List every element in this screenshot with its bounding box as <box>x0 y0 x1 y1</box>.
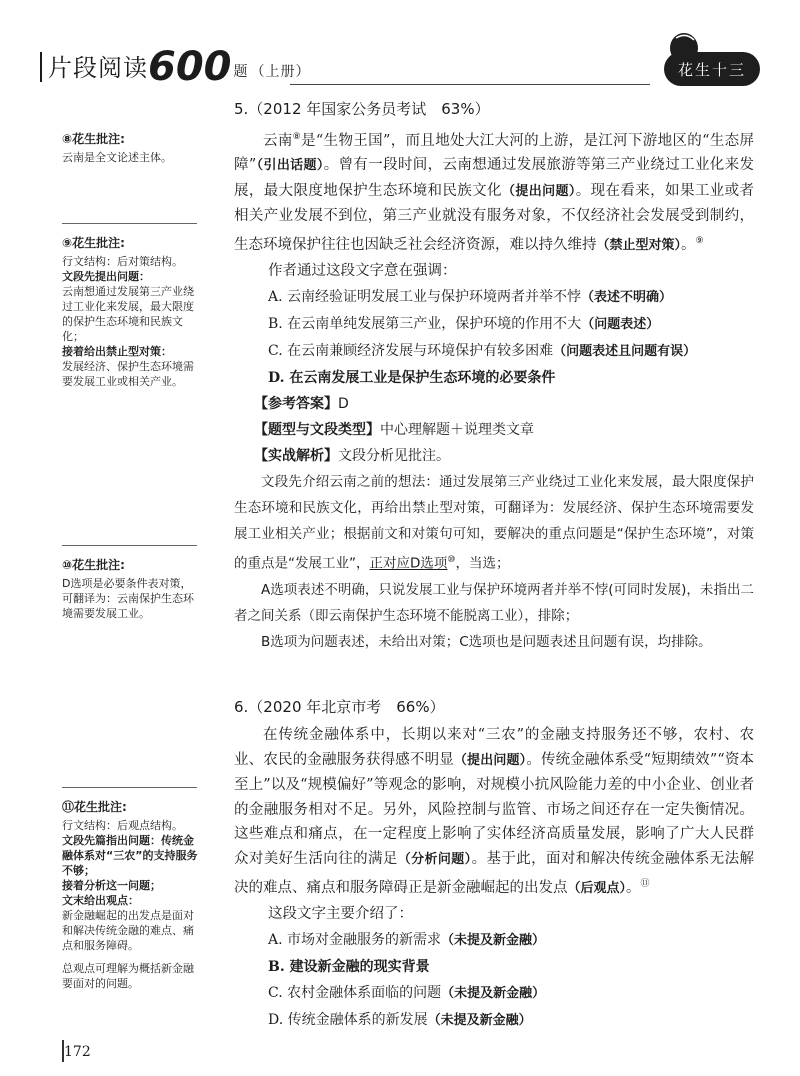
brand-logo <box>648 30 760 90</box>
book-title <box>48 44 311 90</box>
note-title: ⑨花生批注: <box>62 236 125 250</box>
question-heading: 5.（2012 年国家公务员考试 63%） <box>234 100 490 118</box>
question-passage <box>234 723 754 901</box>
passage-text: 。现在看来，如果工业或者相关产业发展不到位，第三产业就没有服务对象，不仅经济社会发展受到制约，生态环境保护往往也因缺乏社会经济资源，难以持久维持 <box>234 182 754 253</box>
analysis-text: 文段先介绍云南之前的想法：通过发展第三产业绕过工业化来发展，最大限度保护生态环境和民族文化，再给出禁止型对策，可翻译为：发展经济、保护生态环境需要发展工业相关产业；根据前文和对策句可知，要解决的重点问题是“保护生态环境”，对策的重点是“发展工业”， <box>234 474 754 572</box>
option-c <box>234 980 754 1007</box>
book-title-number: 600 <box>148 44 232 90</box>
passage-annotation: （提出问题） <box>453 752 527 768</box>
option-text: A. 市场对金融服务的新需求 <box>268 932 442 949</box>
option-text: A. 云南经验证明发展工业与保护环境两者并举不悖 <box>268 289 582 306</box>
header-rule <box>290 84 650 85</box>
note-line: 文段先提出问题： <box>62 270 150 283</box>
answer-value: D <box>338 396 349 413</box>
note-line: 文末给出观点： <box>62 894 139 907</box>
note-line: 文段先篇指出问题：传统金融体系对“三农”的支持服务不够； <box>62 834 198 877</box>
passage-annotation: （分析问题） <box>397 851 472 867</box>
passage-text: 在传统金融体系中，长期以来对“三农”的金融支持服务还不够，农村、农业、农民的金融服务获得感不明显 <box>234 727 754 768</box>
note-line: 云南想通过发展第三产业绕过工业化来发展，最大限度的保护生态环境和民族文化； <box>62 285 194 343</box>
option-tag: （问题表述） <box>581 317 660 333</box>
passage-text: 。基于此，面对和解决传统金融体系无法解决的难点、痛点和服务障碍正是新金融崛起的出发点 <box>234 850 754 896</box>
book-title-volume: （上册） <box>250 64 311 80</box>
note-line: D选项是必要条件表对策， <box>62 577 192 590</box>
analysis-paragraph: A选项表述不明确，只说发展工业与保护环境两者并举不悖(可同时发展)，未指出二者之间关系（即云南保护生态环境不能脱离工业），排除； <box>234 581 754 624</box>
type-label: 【题型与文段类型】 <box>254 422 380 439</box>
analysis-underlined: 正对应D选项 <box>369 555 448 572</box>
analysis-text: ，当选； <box>455 555 510 572</box>
analysis-body <box>234 469 754 655</box>
type-line <box>234 417 754 443</box>
option-a <box>234 284 754 311</box>
note-title: ⑧花生批注: <box>62 132 125 146</box>
analysis-intro: 文段分析见批注。 <box>338 448 450 465</box>
note-line: 发展经济、保护生态环境需要发展工业或相关产业。 <box>62 360 194 388</box>
option-tag: （未提及新金融） <box>441 986 546 1002</box>
question-stem: 作者通过这段文字意在强调： <box>268 263 457 280</box>
page-header <box>40 30 760 90</box>
answer-line <box>234 391 754 417</box>
answer-label: 【参考答案】 <box>254 396 338 413</box>
passage-text: 。曾有一段时间，云南想通过发展旅游等第三产业绕过工业化来发展，最大限度地保护生态环境和民族文化 <box>234 157 754 199</box>
question-heading: 6.（2020 年北京市考 66%） <box>234 698 445 716</box>
option-tag: （问题表述且问题有误） <box>553 344 697 360</box>
question-6 <box>234 696 754 1034</box>
analysis-label: 【实战解析】 <box>254 448 338 465</box>
option-text: C. 在云南兼顾经济发展与环境保护有较多困难 <box>268 343 554 360</box>
passage-text: 。 <box>626 879 641 896</box>
question-5 <box>234 98 754 655</box>
type-value: 中心理解题＋说理类文章 <box>380 422 534 439</box>
passage-annotation: （提出问题） <box>501 183 576 199</box>
option-text: B. 在云南单纯发展第三产业，保护环境的作用不大 <box>268 316 582 333</box>
option-a <box>234 927 754 954</box>
passage-text: 云南 <box>263 132 293 149</box>
note-divider <box>62 223 197 224</box>
option-c <box>234 338 754 365</box>
option-tag: （表述不明确） <box>581 290 673 306</box>
book-title-unit: 题 <box>233 64 249 80</box>
question-stem: 这段文字主要介绍了： <box>268 906 413 923</box>
note-line: 行文结构：后观点结构。 <box>62 819 183 832</box>
option-text: C. 农村金融体系面临的问题 <box>268 985 442 1002</box>
note-divider <box>62 545 197 546</box>
option-text: D. 在云南发展工业是保护生态环境的必要条件 <box>268 370 556 387</box>
option-tag: （未提及新金融） <box>427 1013 532 1029</box>
passage-annotation: （引出话题） <box>256 158 324 174</box>
note-title: ⑪花生批注: <box>62 800 127 814</box>
brand-logo-text: 花生十三 <box>664 52 760 86</box>
margin-note-10 <box>62 558 202 621</box>
margin-note-8 <box>62 132 202 165</box>
annotation-marker: ⑧ <box>292 132 302 142</box>
passage-annotation: （后观点） <box>567 880 627 896</box>
note-line: 可翻译为：云南保护生态环境需要发展工业。 <box>62 592 194 620</box>
note-line: 新金融崛起的出发点是面对和解决传统金融的难点、痛点和服务障碍。 <box>62 909 194 952</box>
analysis-line <box>234 443 754 469</box>
option-b <box>234 311 754 338</box>
question-passage <box>234 125 754 258</box>
note-line: 云南是全文论述主体。 <box>62 151 172 164</box>
option-text: D. 传统金融体系的新发展 <box>268 1012 428 1029</box>
note-line: 接着给出禁止型对策： <box>62 345 172 358</box>
option-tag: （未提及新金融） <box>441 933 546 949</box>
margin-note-9 <box>62 236 202 389</box>
book-title-text: 片段阅读 <box>48 54 148 82</box>
passage-annotation: （禁止型对策） <box>596 237 682 253</box>
note-summary: 总观点可理解为概括新金融要面对的问题。 <box>62 962 194 990</box>
margin-note-11 <box>62 800 202 991</box>
annotation-marker: ⑪ <box>640 879 650 889</box>
note-divider <box>62 787 197 788</box>
option-d <box>234 365 754 391</box>
passage-text: 是“生物王国”，而且地处大江大河的上游，是江河下游地区的“生态屏障” <box>234 132 755 174</box>
option-b <box>234 954 754 980</box>
passage-text: 。传统金融体系受“短期绩效”“资本至上”以及“规模偏好”等观念的影响，对规模小抗风险能力差的中小企业、创业者的金融服务相对不足。另外，风险控制与监管、市场之间还存在一定失衡情况。这些难点和痛点，在一定程度上影响了实体经济高质量发展，影响了广大人民群众对美好生活向往的满足 <box>234 751 754 867</box>
passage-text: 。 <box>681 236 696 253</box>
option-text: B. 建设新金融的现实背景 <box>268 959 430 976</box>
analysis-paragraph: B选项为问题表述，未给出对策；C选项也是问题表述且问题有误，均排除。 <box>261 633 712 650</box>
annotation-marker: ⑨ <box>695 235 704 246</box>
option-d <box>234 1007 754 1034</box>
page-number: 172 <box>64 1044 91 1060</box>
note-line: 接着分析这一问题； <box>62 879 161 892</box>
annotation-marker: ⑩ <box>447 555 456 566</box>
header-rule-left <box>40 52 42 82</box>
note-title: ⑩花生批注: <box>62 558 125 572</box>
note-line: 行文结构：后对策结构。 <box>62 255 183 268</box>
